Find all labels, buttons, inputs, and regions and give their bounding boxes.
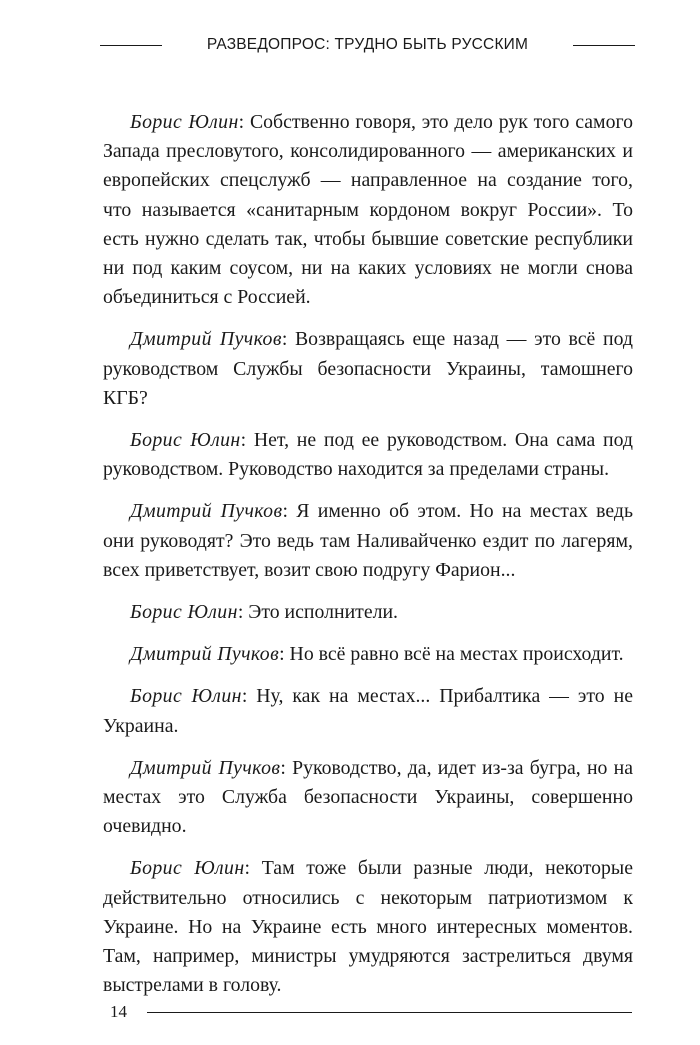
running-header-title: РАЗВЕДОПРОС: ТРУДНО БЫТЬ РУССКИМ <box>206 36 529 53</box>
header-rule-left <box>100 45 162 46</box>
header-rule-right <box>573 45 635 46</box>
paragraph-text: : Это исполнители. <box>237 601 398 624</box>
speaker-name: Дмитрий Пучков <box>130 328 282 351</box>
paragraph <box>103 640 633 669</box>
paragraph-text: : Ну, как на местах... Прибалтика — это не Украина. <box>103 685 633 737</box>
speaker-name: Борис Юлин <box>130 601 238 624</box>
paragraph <box>103 426 633 484</box>
speaker-name: Борис Юлин <box>130 685 242 708</box>
paragraph <box>103 598 633 627</box>
paragraph-text: : Там тоже были разные люди, некоторые действительно относились с некоторым патриотизмом к Украине. Но на Украине есть много интересных моментов. Там, например, министры умудряются застрелиться двумя выстрелами в голову. <box>103 857 633 997</box>
paragraph <box>103 854 633 1000</box>
page-body <box>103 108 633 1013</box>
speaker-name: Борис Юлин <box>130 857 245 880</box>
paragraph-text: : Нет, не под ее руководством. Она сама под руководством. Руководство находится за пределами страны. <box>103 429 633 481</box>
speaker-name: Дмитрий Пучков <box>130 643 280 666</box>
paragraph-text: : Но всё равно всё на местах происходит. <box>279 643 624 666</box>
paragraph-text: : Я именно об этом. Но на местах ведь они руководят? Это ведь там Наливайченко ездит по лагерям, всех приветствует, возит свою подругу Фарион... <box>103 500 633 581</box>
speaker-name: Борис Юлин <box>130 429 241 452</box>
page-footer <box>110 1002 632 1022</box>
speaker-name: Дмитрий Пучков <box>130 500 283 523</box>
paragraph-text: : Руководство, да, идет из-за бугра, но на местах это Служба безопасности Украины, совершенно очевидно. <box>103 756 633 838</box>
footer-rule <box>147 1012 632 1013</box>
paragraph <box>103 108 633 312</box>
paragraph <box>103 754 633 842</box>
paragraph-text: : Собственно говоря, это дело рук того самого Запада пресловутого, консолидированного — американских и европейских спецслужб — направленное на создание того, что называется «санитарным кордоном вокруг России». То есть нужно сделать так, чтобы бывшие советские республики ни под каким соусом, ни на каких условиях не могли снова объединиться с Россией. <box>103 111 633 309</box>
running-header <box>100 36 635 54</box>
speaker-name: Дмитрий Пучков <box>130 756 281 779</box>
paragraph <box>103 497 633 585</box>
paragraph <box>103 325 633 413</box>
paragraph-text: : Возвращаясь еще назад — это всё под руководством Службы безопасности Украины, тамошнего КГБ? <box>103 328 633 409</box>
page-number: 14 <box>110 1002 127 1021</box>
speaker-name: Борис Юлин <box>130 111 239 133</box>
paragraph <box>103 682 633 740</box>
